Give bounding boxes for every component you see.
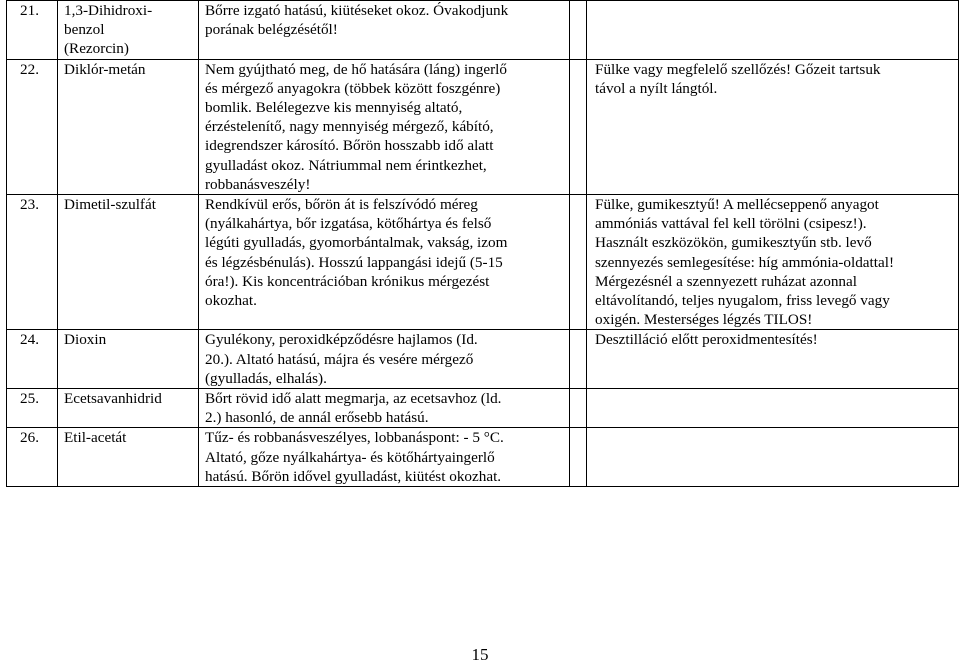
protection-line: szennyezés semlegesítése: híg ammónia-oldattal!: [595, 253, 895, 271]
spacer-cell: [570, 59, 587, 194]
row-number-cell: [7, 195, 58, 330]
hazard-line: légúti gyulladás, gyomorbántalmak, vakság, izom: [205, 234, 508, 252]
protection-line: Desztilláció előtt peroxidmentesítés!: [595, 331, 818, 349]
hazard-line: Tűz- és robbanásveszélyes, lobbanáspont: - 5 °C.: [205, 429, 504, 447]
table-row: [7, 428, 959, 487]
substance-name-line: Ecetsavanhidrid: [64, 390, 162, 408]
substance-name-cell: [58, 1, 199, 60]
protection-measures-cell: [587, 389, 959, 428]
table-row: [7, 195, 959, 330]
row-number: 26.: [20, 429, 39, 447]
substance-name-line: Etil-acetát: [64, 429, 127, 447]
protection-measures-cell: [587, 59, 959, 194]
spacer-cell: [570, 195, 587, 330]
protection-line: oxigén. Mesterséges légzés TILOS!: [595, 311, 813, 329]
hazard-line: okozhat.: [205, 292, 257, 310]
spacer-cell: [570, 330, 587, 389]
substance-name-cell: [58, 195, 199, 330]
protection-measures-cell: [587, 195, 959, 330]
substance-name-line: Dioxin: [64, 331, 107, 349]
row-number-cell: [7, 1, 58, 60]
table-body: [7, 1, 959, 487]
protection-line: Fülke vagy megfelelő szellőzés! Gőzeit tartsuk: [595, 60, 881, 78]
row-number: 23.: [20, 196, 39, 214]
substance-name-line: 1,3-Dihidroxi-: [64, 2, 153, 19]
hazard-line: Gyulékony, peroxidképződésre hajlamos (Id.: [205, 331, 478, 349]
hazard-description-cell: [199, 330, 570, 389]
hazard-line: 2.) hasonló, de annál erősebb hatású.: [205, 409, 429, 427]
hazard-line: érzéstelenítő, nagy mennyiség mérgező, kábító,: [205, 118, 494, 136]
hazard-description-cell: [199, 195, 570, 330]
substance-name-line: Diklór-metán: [64, 60, 146, 78]
spacer-cell: [570, 1, 587, 60]
substance-name-cell: [58, 330, 199, 389]
hazard-line: Altató, gőze nyálkahártya- és kötőhártyaingerlő: [205, 448, 495, 466]
table-row: [7, 389, 959, 428]
substance-name-cell: [58, 389, 199, 428]
protection-line: távol a nyílt lángtól.: [595, 79, 718, 97]
hazard-description-cell: [199, 389, 570, 428]
hazard-line: porának belégzésétől!: [205, 21, 338, 39]
protection-line: Használt eszközökön, gumikesztyűn stb. levő: [595, 234, 872, 252]
hazard-line: Nem gyújtható meg, de hő hatására (láng) ingerlő: [205, 60, 507, 78]
row-number-cell: [7, 389, 58, 428]
row-number: 25.: [20, 390, 39, 408]
hazard-line: 20.). Altató hatású, májra és vesére mérgező: [205, 350, 474, 368]
protection-line: Fülke, gumikesztyű! A mellécseppenő anyagot: [595, 196, 879, 214]
protection-line: eltávolítandó, teljes nyugalom, friss levegő vagy: [595, 292, 890, 310]
hazard-description-cell: [199, 59, 570, 194]
hazard-line: Bőrt rövid idő alatt megmarja, az ecetsavhoz (ld.: [205, 390, 502, 408]
row-number: 21.: [20, 2, 39, 19]
hazard-line: (gyulladás, elhalás).: [205, 369, 327, 387]
protection-line: Mérgezésnél a szennyezett ruházat azonnal: [595, 272, 857, 290]
table-row: [7, 330, 959, 389]
hazard-description-cell: [199, 1, 570, 60]
hazard-line: bomlik. Belélegezve kis mennyiség altató,: [205, 99, 463, 117]
row-number: 24.: [20, 331, 39, 349]
substance-name-line: (Rezorcin): [64, 40, 129, 58]
spacer-cell: [570, 428, 587, 487]
hazard-line: óra!). Kis koncentrációban krónikus mérgezést: [205, 272, 490, 290]
row-number-cell: [7, 330, 58, 389]
row-number-cell: [7, 428, 58, 487]
protection-measures-cell: [587, 1, 959, 60]
chemical-safety-table-wrapper: [6, 0, 958, 487]
protection-measures-cell: [587, 428, 959, 487]
hazard-line: hatású. Bőrön idővel gyulladást, kiütést okozhat.: [205, 467, 502, 485]
spacer-cell: [570, 389, 587, 428]
hazard-line: gyulladást okoz. Nátriummal nem érintkezhet,: [205, 156, 487, 174]
hazard-description-cell: [199, 428, 570, 487]
table-row: [7, 59, 959, 194]
hazard-line: idegrendszer károsító. Bőrön hosszabb idő alatt: [205, 137, 494, 155]
substance-name-cell: [58, 59, 199, 194]
hazard-line: és légzésbénulás). Hosszú lappangási idejű (5-15: [205, 253, 503, 271]
table-row: [7, 1, 959, 60]
page-number: 15: [471, 645, 489, 664]
row-number-cell: [7, 59, 58, 194]
hazard-line: (nyálkahártya, bőr izgatása, kötőhártya és felső: [205, 215, 492, 233]
hazard-line: és mérgező anyagokra (többek között foszgénre): [205, 79, 501, 97]
protection-measures-cell: [587, 330, 959, 389]
protection-line: ammóniás vattával fel kell törölni (csipesz!).: [595, 215, 867, 233]
hazard-line: robbanásveszély!: [205, 175, 311, 193]
hazard-line: Bőrre izgató hatású, kiütéseket okoz. Óvakodjunk: [205, 2, 509, 19]
chemical-safety-table: [6, 0, 959, 487]
substance-name-line: Dimetil-szulfát: [64, 196, 156, 214]
hazard-line: Rendkívül erős, bőrön át is felszívódó méreg: [205, 196, 478, 214]
substance-name-cell: [58, 428, 199, 487]
row-number: 22.: [20, 60, 39, 78]
substance-name-line: benzol: [64, 21, 105, 39]
